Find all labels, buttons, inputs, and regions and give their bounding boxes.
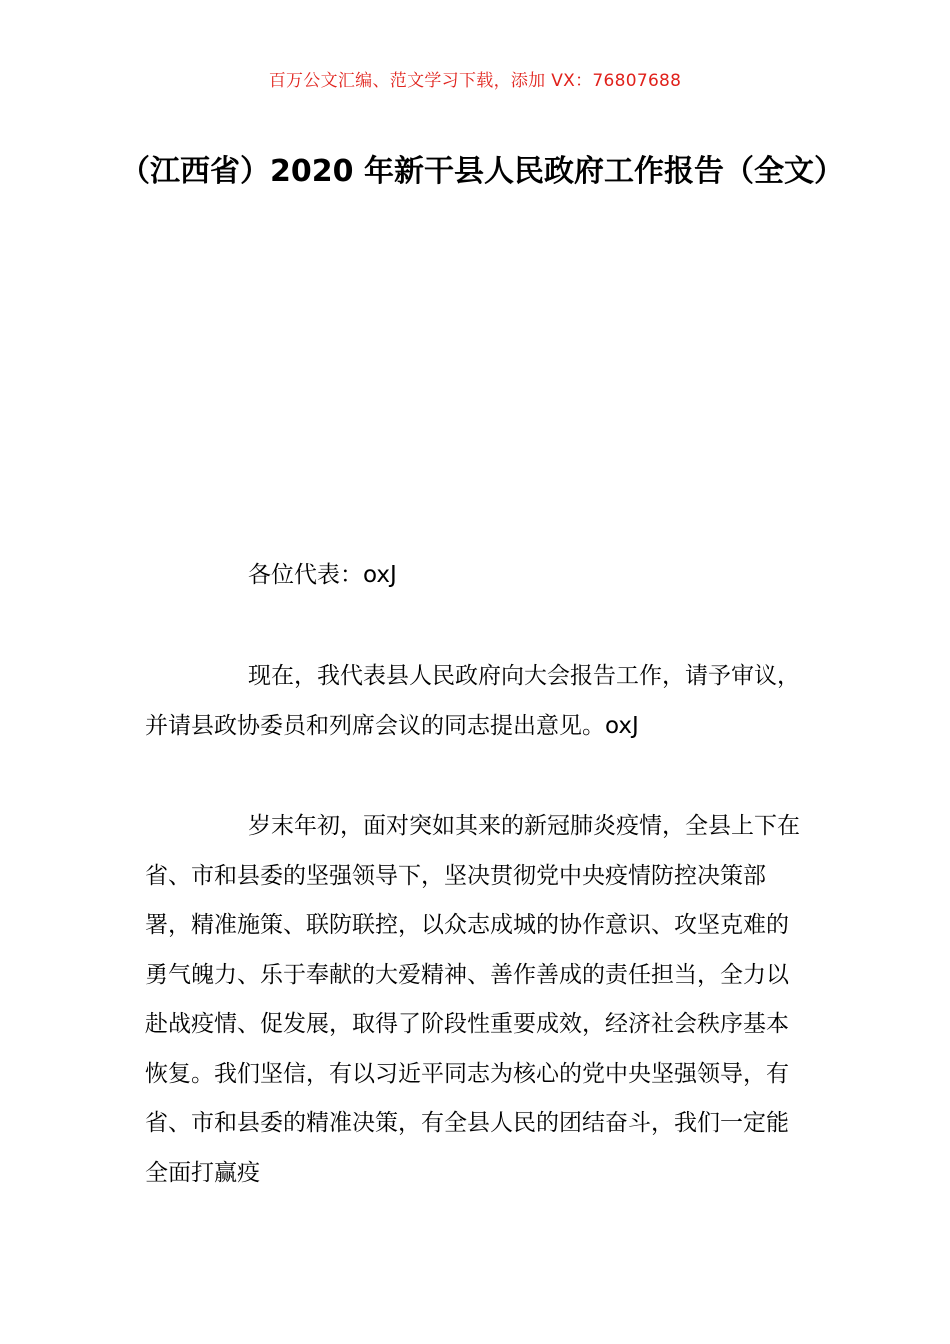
promo-header-note: 百万公文汇编、范文学习下载，添加 VX：76807688 bbox=[268, 71, 682, 91]
paragraph: 岁末年初，面对突如其来的新冠肺炎疫情，全县上下在省、市和县委的坚强领导下，坚决贯彻党中央疫情防控决策部署，精准施策、联防联控，以众志成城的协作意识、攻坚克难的勇气魄力、乐于奉献的大爱精神、善作善成的责任担当，全力以赴战疫情、促发展，取得了阶段性重要成效，经济社会秩序基本恢复。我们坚信，有以习近平同志为核心的党中央坚强领导，有省、市和县委的精准决策，有全县人民的团结奋斗，我们一定能全面打赢疫 bbox=[145, 813, 800, 1186]
paragraph: 现在，我代表县人民政府向大会报告工作，请予审议，并请县政协委员和列席会议的同志提出意见。oxJ bbox=[145, 663, 800, 739]
salutation: 各位代表：oxJ bbox=[248, 562, 397, 588]
document-title: （江西省）2020 年新干县人民政府工作报告（全文） bbox=[120, 154, 844, 189]
